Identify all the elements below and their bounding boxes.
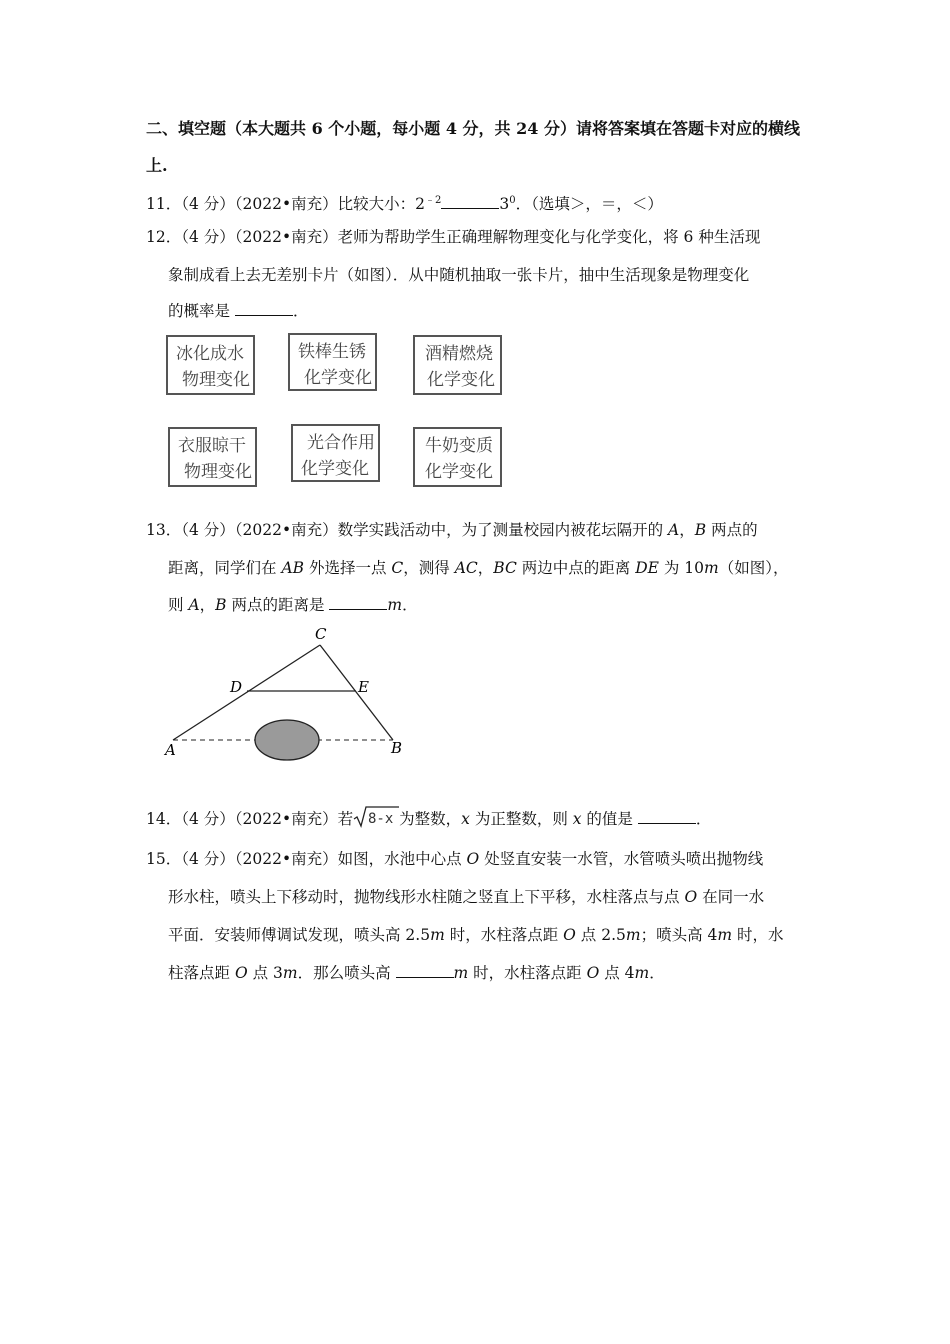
label-B: B [391, 739, 403, 757]
card-clothes-top: 衣服晾干 [178, 436, 246, 456]
q14-x2: x [572, 810, 582, 828]
q15-l4b: 点 3 [247, 964, 283, 982]
q13-A: A [668, 521, 680, 539]
q14-b: 为整数， [399, 810, 462, 828]
label-E: E [358, 678, 369, 696]
q15-O3: O [563, 926, 576, 944]
q13-l2c: ，测得 [403, 559, 455, 577]
question-13-line3 [168, 594, 418, 616]
section-title-line1: 二、填空题（本大题共 6 个小题，每小题 4 分，共 24 分）请将答案填在答题卡对应的横线 [146, 119, 800, 138]
card-milk-top: 牛奶变质 [425, 436, 493, 456]
q13-number: 13． [146, 521, 182, 539]
q13-m: m [704, 559, 719, 577]
card-ice [166, 335, 255, 395]
sqrt-8-minus-x [353, 805, 399, 829]
card-clothes-bottom: 物理变化 [184, 462, 252, 482]
q15-l1a: （4 分）（2022•南充）如图，水池中心点 [181, 850, 467, 868]
card-alcohol-bottom: 化学变化 [427, 370, 495, 390]
q14-number: 14． [146, 810, 182, 828]
q12-end: ． [292, 302, 309, 320]
q13-AB: AB [281, 559, 305, 577]
q15-m4: m [282, 964, 298, 982]
q12-answer-blank[interactable] [235, 301, 293, 316]
q13-l2a: 距离，同学们在 [168, 559, 282, 577]
card-milk-bottom: 化学变化 [425, 462, 493, 482]
q13-l3b: 两点的距离是 [226, 596, 325, 614]
q13-l1b: 两点的 [706, 521, 758, 539]
q11-text: （4 分）（2022•南充）比较大小：2 [181, 195, 425, 214]
triangle-figure [160, 622, 420, 762]
card-alcohol [413, 335, 502, 395]
question-15-line4 [168, 962, 665, 984]
q14-answer-blank[interactable] [638, 809, 696, 824]
q15-number: 15． [146, 850, 182, 868]
q14-x1: x [461, 810, 470, 828]
question-13-line1 [146, 519, 758, 541]
q11-number: 11． [146, 195, 182, 214]
q13-C: C [391, 559, 404, 577]
q13-l2b: 外选择一点 [304, 559, 392, 577]
q15-l3c: 点 2.5 [575, 926, 626, 944]
q15-l4c: ．那么喷头高 [297, 964, 391, 982]
question-15-line3 [168, 924, 784, 946]
q14-d: 的值是 [581, 810, 633, 828]
q15-m6: m [634, 964, 650, 982]
question-11 [146, 190, 663, 215]
q13-l3-m: m [387, 596, 403, 614]
card-clothes [168, 427, 257, 487]
q15-l2b: 在同一水 [697, 888, 765, 906]
card-alcohol-top: 酒精燃烧 [425, 344, 493, 364]
q15-l4f: ． [649, 964, 665, 982]
section-title-line2: 上. [146, 156, 168, 175]
q13-DE: DE [635, 559, 659, 577]
card-milk [413, 427, 502, 487]
side-BC [320, 645, 393, 740]
q13-end: ． [402, 596, 418, 614]
q13-l3a: 则 [168, 596, 189, 614]
card-rust-bottom: 化学变化 [304, 368, 372, 388]
q13-comma: ， [679, 521, 695, 539]
q13-AC: AC [454, 559, 478, 577]
q11-three: 3 [499, 195, 510, 214]
label-A: A [165, 741, 176, 759]
q13-l3-B: B [215, 596, 227, 614]
question-13-line2 [168, 557, 788, 579]
q15-O4: O [234, 964, 248, 982]
card-ice-bottom: 物理变化 [182, 370, 250, 390]
flower-bed [255, 720, 319, 760]
q13-l3-comma: ， [199, 596, 216, 614]
q15-l4d: 时，水柱落点距 [468, 964, 587, 982]
label-D: D [230, 678, 243, 696]
q15-O2: O [684, 888, 698, 906]
q12-text-line3 [168, 300, 308, 322]
q13-l2g: （如图）， [718, 559, 789, 577]
q13-l3-A: A [188, 596, 200, 614]
q12-text-line2: 象制成看上去无差别卡片（如图）．从中随机抽取一张卡片，抽中生活现象是物理变化 [168, 266, 750, 284]
q15-O5: O [586, 964, 600, 982]
q14-a: （4 分）（2022•南充）若 [181, 810, 354, 828]
q14-end: ． [695, 810, 712, 828]
question-14 [146, 805, 711, 830]
q12-line3-text: 的概率是 [168, 302, 231, 320]
q12-number: 12． [146, 228, 182, 246]
q13-B: B [694, 521, 707, 539]
card-rust [288, 333, 377, 391]
q15-l3a: 平面．安装师傅调试发现，喷头高 2.5 [168, 926, 431, 944]
q15-l3e: 时，水 [732, 926, 784, 944]
q15-m2: m [625, 926, 641, 944]
q11-exponent: ﹣2 [424, 195, 442, 206]
q15-l1b: 处竖直安装一水管，水管喷头喷出抛物线 [479, 850, 764, 868]
question-15-line2 [168, 886, 764, 908]
q13-l2e: 两边中点的距离 [516, 559, 636, 577]
card-rust-top: 铁棒生锈 [298, 342, 366, 362]
q15-O1: O [466, 850, 480, 868]
q12-text-line1: （4 分）（2022•南充）老师为帮助学生正确理解物理变化与化学变化，将 6 种生活现 [181, 228, 761, 246]
q15-l2a: 形水柱，喷头上下移动时，抛物线形水柱随之竖直上下平移，水柱落点与点 [168, 888, 685, 906]
q15-m3: m [717, 926, 733, 944]
card-photosynthesis [291, 424, 380, 482]
q15-answer-blank[interactable] [396, 963, 454, 978]
q15-l4a: 柱落点距 [168, 964, 235, 982]
q15-l4e: 点 4 [599, 964, 635, 982]
q13-BC: BC [493, 559, 517, 577]
q13-l2d: ， [477, 559, 494, 577]
q11-zero-exponent: 0 [509, 195, 516, 206]
q15-l3b: 时，水柱落点距 [444, 926, 564, 944]
card-photosynthesis-top: 光合作用 [307, 433, 375, 453]
q15-m1: m [430, 926, 445, 944]
q13-l1a: （4 分）（2022•南充）数学实践活动中，为了测量校园内被花坛隔开的 [181, 521, 669, 539]
q14-c: 为正整数，则 [469, 810, 573, 828]
q15-m5: m [453, 964, 469, 982]
q13-l2f: 为 10 [658, 559, 705, 577]
q15-l3d: ；喷头高 4 [640, 926, 718, 944]
question-15-line1 [146, 848, 763, 870]
q13-answer-blank[interactable] [329, 595, 387, 610]
card-photosynthesis-bottom: 化学变化 [301, 459, 369, 479]
label-C: C [315, 625, 327, 643]
question-12-line1 [146, 226, 760, 248]
q11-answer-blank[interactable] [441, 194, 499, 209]
radicand: 8-x [368, 811, 394, 827]
q11-tail: ．（选填＞，＝，＜） [515, 195, 663, 214]
card-ice-top: 冰化成水 [176, 344, 244, 364]
